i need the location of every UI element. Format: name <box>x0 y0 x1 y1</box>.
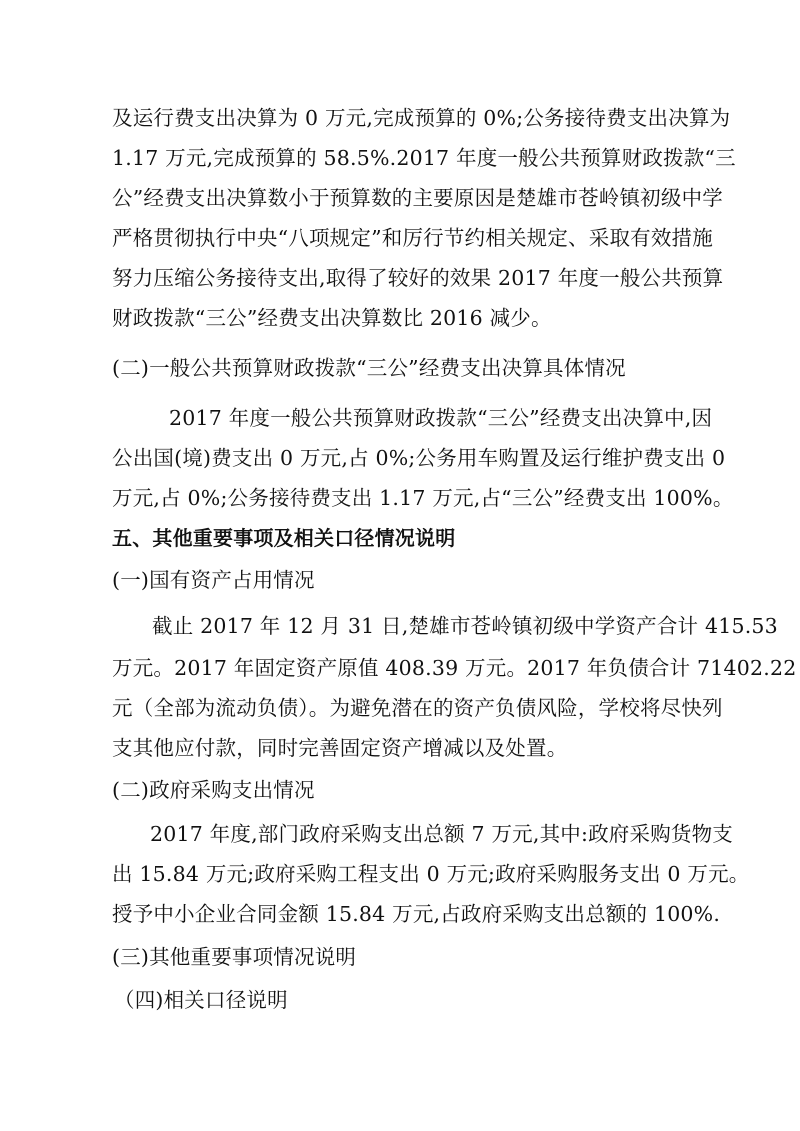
paragraph-line: 支其他应付款，同时完善固定资产增减以及处置。 <box>112 736 568 760</box>
paragraph-line: 授予中小企业合同金额 15.84 万元,占政府采购支出总额的 100%. <box>112 902 721 926</box>
paragraph-line: 及运行费支出决算为 0 万元,完成预算的 0%;公务接待费支出决算为 <box>112 106 731 130</box>
subsection-title: (二)政府采购支出情况 <box>112 778 315 802</box>
paragraph-line: 2017 年度一般公共预算财政拨款“三公”经费支出决算中,因 <box>169 406 713 430</box>
paragraph-line: 财政拨款“三公”经费支出决算数比 2016 减少。 <box>112 306 552 330</box>
paragraph-line: 2017 年度,部门政府采购支出总额 7 万元,其中:政府采购货物支 <box>150 822 734 846</box>
paragraph-line: 出 15.84 万元;政府采购工程支出 0 万元;政府采购服务支出 0 万元。 <box>112 862 750 886</box>
paragraph-line: 截止 2017 年 12 月 31 日,楚雄市苍岭镇初级中学资产合计 415.53 <box>152 614 778 638</box>
subsection-title: （四)相关口径说明 <box>114 988 288 1012</box>
paragraph-line: 万元。2017 年固定资产原值 408.39 万元。2017 年负债合计 71402.22 <box>112 656 797 680</box>
subsection-title: (一)国有资产占用情况 <box>112 568 315 592</box>
paragraph-line: 元（全部为流动负债）。为避免潜在的资产负债风险，学校将尽快列 <box>112 696 723 720</box>
paragraph-line: 努力压缩公务接待支出,取得了较好的效果 2017 年度一般公共预算 <box>112 266 724 290</box>
paragraph-line: 严格贯彻执行中央“八项规定”和厉行节约相关规定、采取有效措施 <box>112 226 713 250</box>
section-heading: 五、其他重要事项及相关口径情况说明 <box>112 526 456 550</box>
subsection-title: (二)一般公共预算财政拨款“三公”经费支出决算具体情况 <box>112 356 626 380</box>
paragraph-line: 万元,占 0%;公务接待费支出 1.17 万元,占“三公”经费支出 100%。 <box>112 486 734 510</box>
paragraph-line: 1.17 万元,完成预算的 58.5%.2017 年度一般公共预算财政拨款“三 <box>112 146 736 170</box>
paragraph-line: 公出国(境)费支出 0 万元,占 0%;公务用车购置及运行维护费支出 0 <box>112 446 726 470</box>
paragraph-line: 公”经费支出决算数小于预算数的主要原因是楚雄市苍岭镇初级中学 <box>112 186 723 210</box>
subsection-title: (三)其他重要事项情况说明 <box>112 945 357 969</box>
